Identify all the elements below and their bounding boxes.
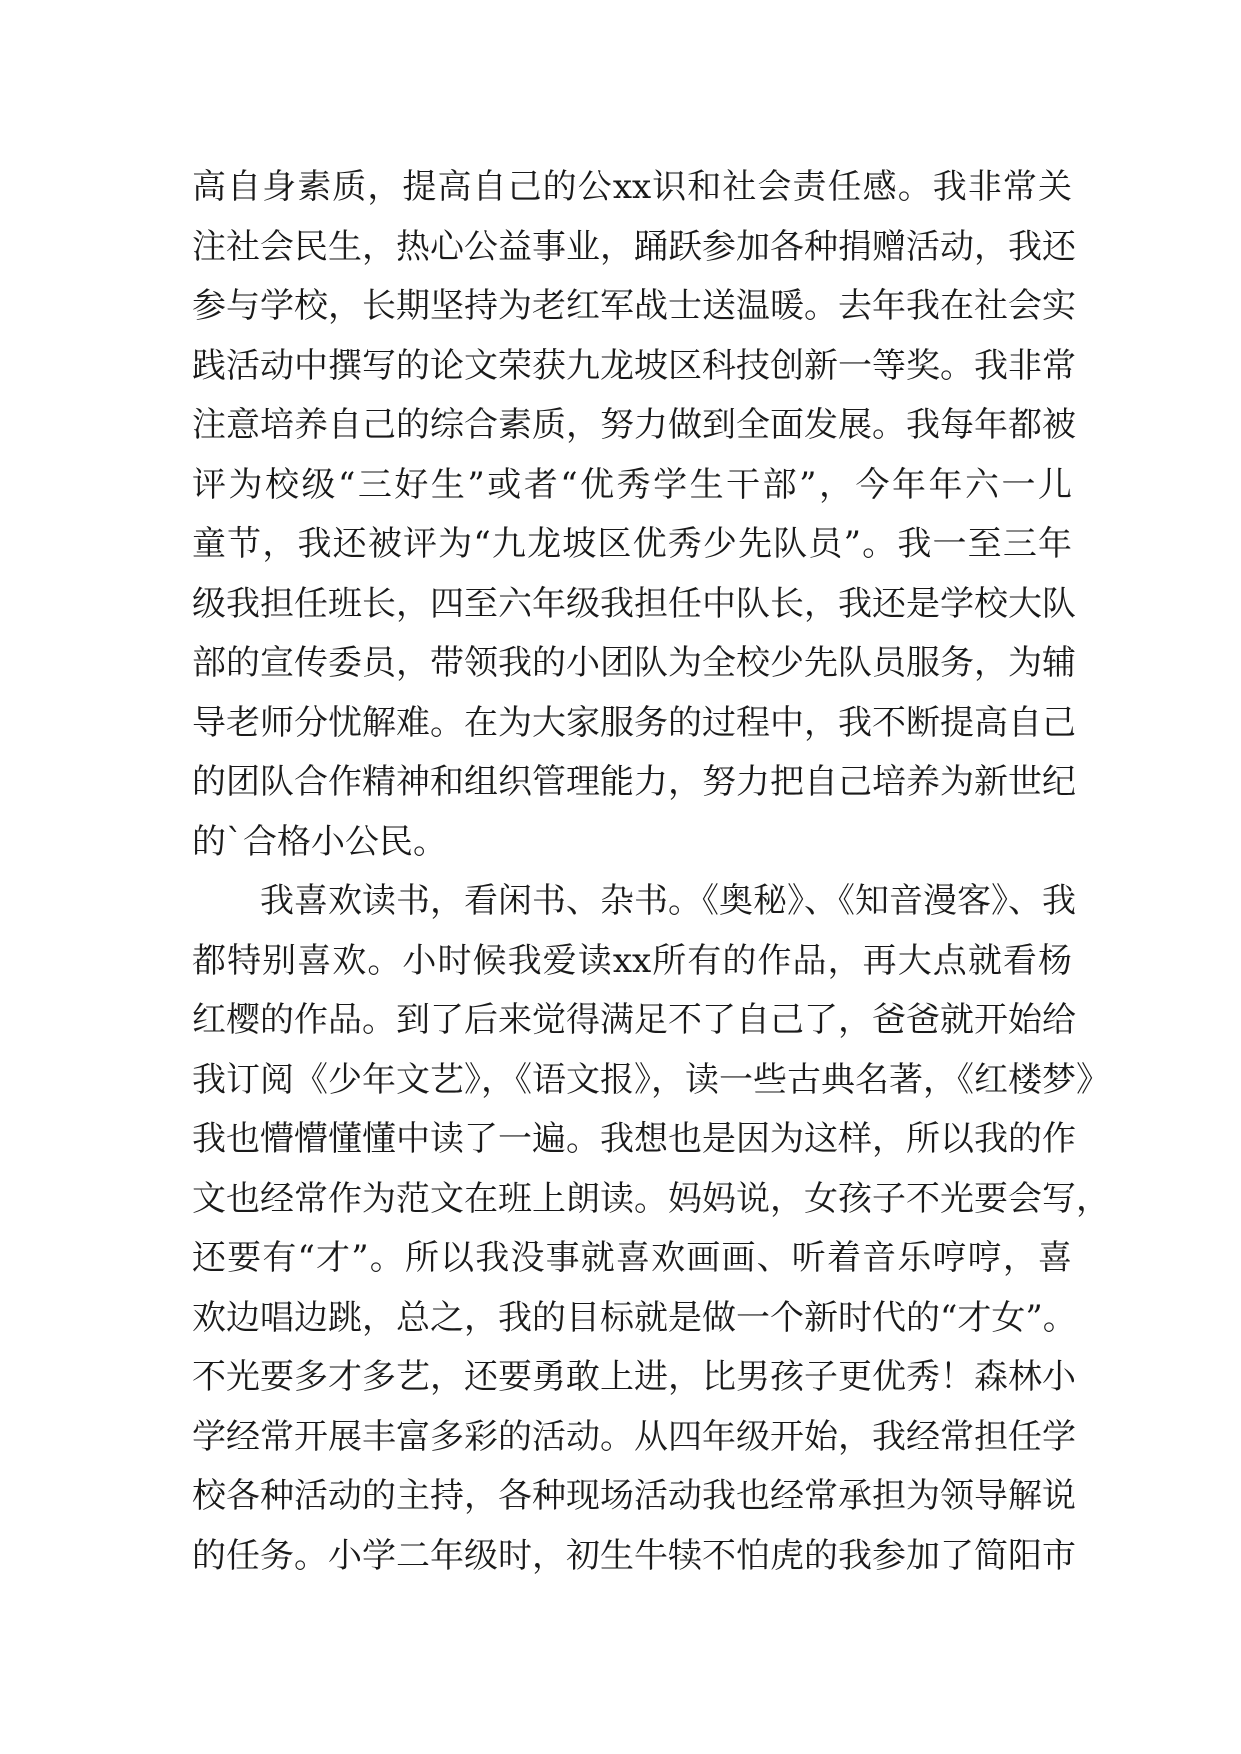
- paragraph: [192, 872, 1110, 1586]
- text-line: 欢边唱边跳，总之，我的目标就是做一个新时代的“才女”。: [192, 1297, 1077, 1338]
- text-line: 学经常开展丰富多彩的活动。从四年级开始，我经常担任学: [192, 1416, 1076, 1457]
- text-line: 的团队合作精神和组织管理能力，努力把自己培养为新世纪: [192, 762, 1076, 802]
- text-line: 都特别喜欢。小时候我爱读xx所有的作品，再大点就看杨: [192, 940, 1072, 981]
- text-line: 文也经常作为范文在班上朗读。妈妈说，女孩子不光要会写，: [192, 1178, 1110, 1219]
- text-line: 的任务。小学二年级时，初生牛犊不怕虎的我参加了简阳市: [192, 1535, 1076, 1576]
- body-text: [192, 158, 1110, 1586]
- text-line: 校各种活动的主持，各种现场活动我也经常承担为领导解说: [192, 1476, 1076, 1516]
- text-line: 红樱的作品。到了后来觉得满足不了自己了，爸爸就开始给: [192, 1000, 1076, 1040]
- text-line: 导老师分忧解难。在为大家服务的过程中，我不断提高自己: [192, 702, 1076, 743]
- text-line: 践活动中撰写的论文荣获九龙坡区科技创新一等奖。我非常: [192, 345, 1076, 386]
- text-line: 还要有“才”。所以我没事就喜欢画画、听着音乐哼哼，喜: [192, 1238, 1072, 1278]
- text-line: 注社会民生，热心公益事业，踊跃参加各种捐赠活动，我还: [192, 226, 1076, 267]
- text-line: 不光要多才多艺，还要勇敢上进，比男孩子更优秀！森林小: [192, 1357, 1076, 1397]
- text-line: 我也懵懵懂懂中读了一遍。我想也是因为这样，所以我的作: [192, 1119, 1076, 1159]
- text-line: 部的宣传委员，带领我的小团队为全校少先队员服务，为辅: [192, 643, 1076, 683]
- text-line: 我喜欢读书，看闲书、杂书。《奥秘》、《知音漫客》、我: [260, 881, 1076, 921]
- text-line: 参与学校，长期坚持为老红军战士送温暖。去年我在社会实: [192, 286, 1076, 326]
- text-line: 我订阅《少年文艺》，《语文报》，读一些古典名著，《红楼梦》: [192, 1059, 1110, 1100]
- text-line: 高自身素质，提高自己的公xx识和社会责任感。我非常关: [192, 167, 1072, 207]
- text-line: 级我担任班长，四至六年级我担任中队长，我还是学校大队: [192, 583, 1076, 624]
- text-line: 童节，我还被评为“九龙坡区优秀少先队员”。我一至三年: [192, 524, 1072, 564]
- paragraph: [192, 158, 1076, 872]
- text-line: 注意培养自己的综合素质，努力做到全面发展。我每年都被: [192, 405, 1076, 445]
- text-line: 的`合格小公民。: [192, 821, 447, 862]
- text-line: 评为校级“三好生”或者“优秀学生干部”，今年年六一儿: [192, 464, 1072, 505]
